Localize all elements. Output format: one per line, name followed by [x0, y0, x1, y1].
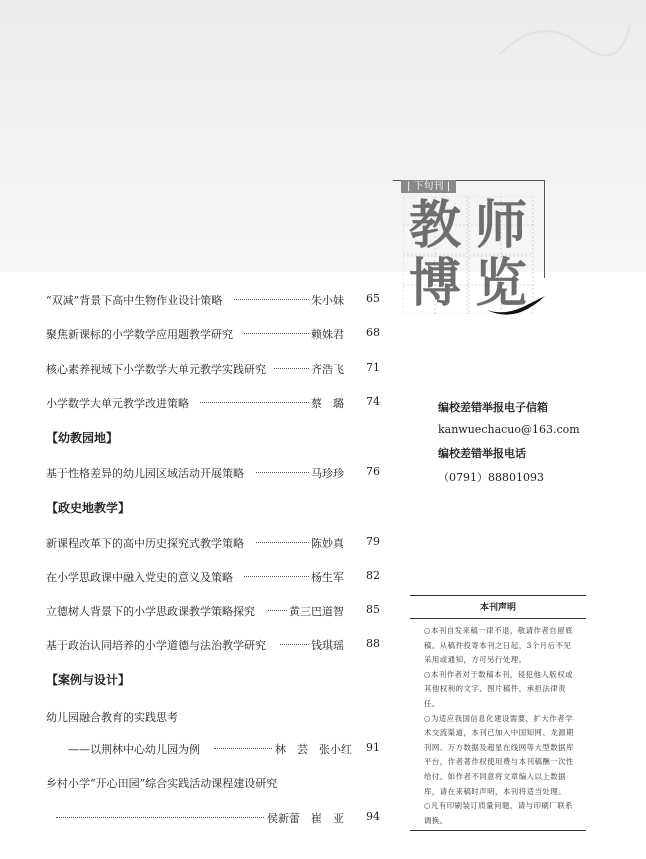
toc-entry[interactable]	[46, 326, 380, 342]
section-heading: 【幼教园地】	[46, 431, 119, 445]
toc-entry-page: 76	[366, 465, 380, 478]
statement-paragraph: ○为适应我国信息化建设需要，扩大作者学术交流渠道，本刊已加入中国知网、龙源期刊网、万方数据及超星在线网等大型数据库平台，作者著作权使用费与本刊稿酬一次性给付。如作者不同意将文章编入以上数据库，请在来稿时声明，本刊将适当处理。	[424, 713, 574, 796]
email-heading: 编校差错举报电子信箱	[438, 401, 548, 414]
journal-logo	[393, 180, 547, 323]
watermark-graphic	[480, 4, 640, 64]
toc-entry[interactable]	[46, 292, 380, 308]
brush-stroke-graphic	[485, 292, 547, 316]
toc-entry-author: 蔡 璐	[311, 397, 344, 410]
statement-paragraph: ○本刊自发来稿一律不退，敬请作者自留底稿。从稿件投寄本刊之日起，3个月后不见采用或通知，方可另行处理。	[424, 626, 573, 665]
toc-entry-page: 71	[366, 361, 380, 374]
statement-title: 本刊声明	[479, 603, 516, 613]
toc-entry-page: 82	[366, 569, 380, 582]
toc-entry-page: 79	[366, 535, 380, 548]
leader-dots	[56, 817, 266, 818]
toc-entry-title: 聚焦新课标的小学数学应用题教学研究	[46, 326, 236, 342]
logo-char-1: 教	[408, 196, 461, 256]
statement-paragraph: ○凡有印刷装订质量问题，请与印刷厂联系调换。	[424, 801, 573, 825]
section-heading: 【案例与设计】	[46, 673, 131, 687]
toc-entry-page: 65	[366, 292, 380, 305]
phone-heading: 编校差错举报电话	[438, 447, 526, 460]
toc-entry[interactable]	[46, 361, 380, 377]
toc-entry-page: 91	[366, 741, 380, 754]
phone-number: （0791）88801093	[438, 471, 544, 484]
toc-entry-title[interactable]: 幼儿园融合教育的实践思考	[46, 711, 178, 724]
toc-entry-page: 94	[366, 810, 380, 823]
logo-char-4: 览	[474, 254, 527, 314]
toc-entry[interactable]	[46, 465, 380, 481]
logo-char-2: 师	[474, 196, 527, 256]
toc-entry-author: 齐浩飞	[311, 363, 344, 376]
toc-entry[interactable]	[46, 603, 380, 619]
toc-entry-title: “双减”背景下高中生物作业设计策略	[46, 292, 225, 308]
toc-entry-author: 陈妙真	[311, 537, 344, 550]
toc-entry[interactable]	[46, 810, 380, 826]
toc-entry-author: 林 芸 张小红	[275, 743, 352, 756]
toc-entry[interactable]	[46, 395, 380, 411]
toc-entry-title: 基于政治认同培养的小学道德与法治教学研究	[46, 637, 269, 653]
toc-entry-author: 赖姝君	[311, 328, 344, 341]
toc-entry-subtitle[interactable]	[46, 741, 380, 757]
journal-statement	[410, 595, 586, 831]
logo-tag: | 下旬刊 |	[401, 180, 456, 193]
toc-entry-title: ——以荆林中心幼儿园为例	[68, 741, 203, 757]
statement-paragraph: ○本刊作者对于数稿本刊，侵犯他人版权或其他权利的文字、图片稿件，承担法律责任。	[424, 669, 573, 708]
toc-entry-title: 在小学思政课中融入党史的意义及策略	[46, 569, 236, 585]
toc-entry-author: 朱小妹	[311, 294, 344, 307]
divider	[410, 618, 586, 619]
toc-entry-title[interactable]: 乡村小学“开心田园”综合实践活动课程建设研究	[46, 777, 278, 790]
toc-entry-title: 小学数学大单元教学改进策略	[46, 395, 192, 411]
toc-entry-title: 新课程改革下的高中历史探究式教学策略	[46, 535, 247, 551]
toc-entry-author: 黄三巴道智	[289, 605, 344, 618]
toc-entry-page: 68	[366, 326, 380, 339]
toc-entry-page: 74	[366, 395, 380, 408]
toc-entry-title: 核心素养视域下小学数学大单元教学实践研究	[46, 361, 269, 377]
toc-entry-page: 88	[366, 637, 380, 650]
toc-entry-title: 立德树人背景下的小学思政课教学策略探究	[46, 603, 258, 619]
section-heading: 【政史地教学】	[46, 501, 131, 515]
toc-entry-author: 钱琪瑶	[311, 639, 344, 652]
top-band	[0, 0, 646, 272]
statement-body	[424, 624, 576, 828]
toc-entry[interactable]	[46, 535, 380, 551]
toc-entry-author: 侯新蕾 崔 亚	[267, 812, 344, 825]
logo-char-3: 博	[408, 254, 461, 314]
toc-entry-page: 85	[366, 603, 380, 616]
email-address[interactable]: kanwuechacuo@163.com	[438, 423, 580, 436]
toc-entry[interactable]	[46, 569, 380, 585]
toc-entry-author: 杨生军	[311, 571, 344, 584]
toc-entry-title: 基于性格差异的幼儿园区域活动开展策略	[46, 465, 247, 481]
toc-entry-author: 马珍珍	[311, 467, 344, 480]
toc-entry[interactable]	[46, 637, 380, 653]
